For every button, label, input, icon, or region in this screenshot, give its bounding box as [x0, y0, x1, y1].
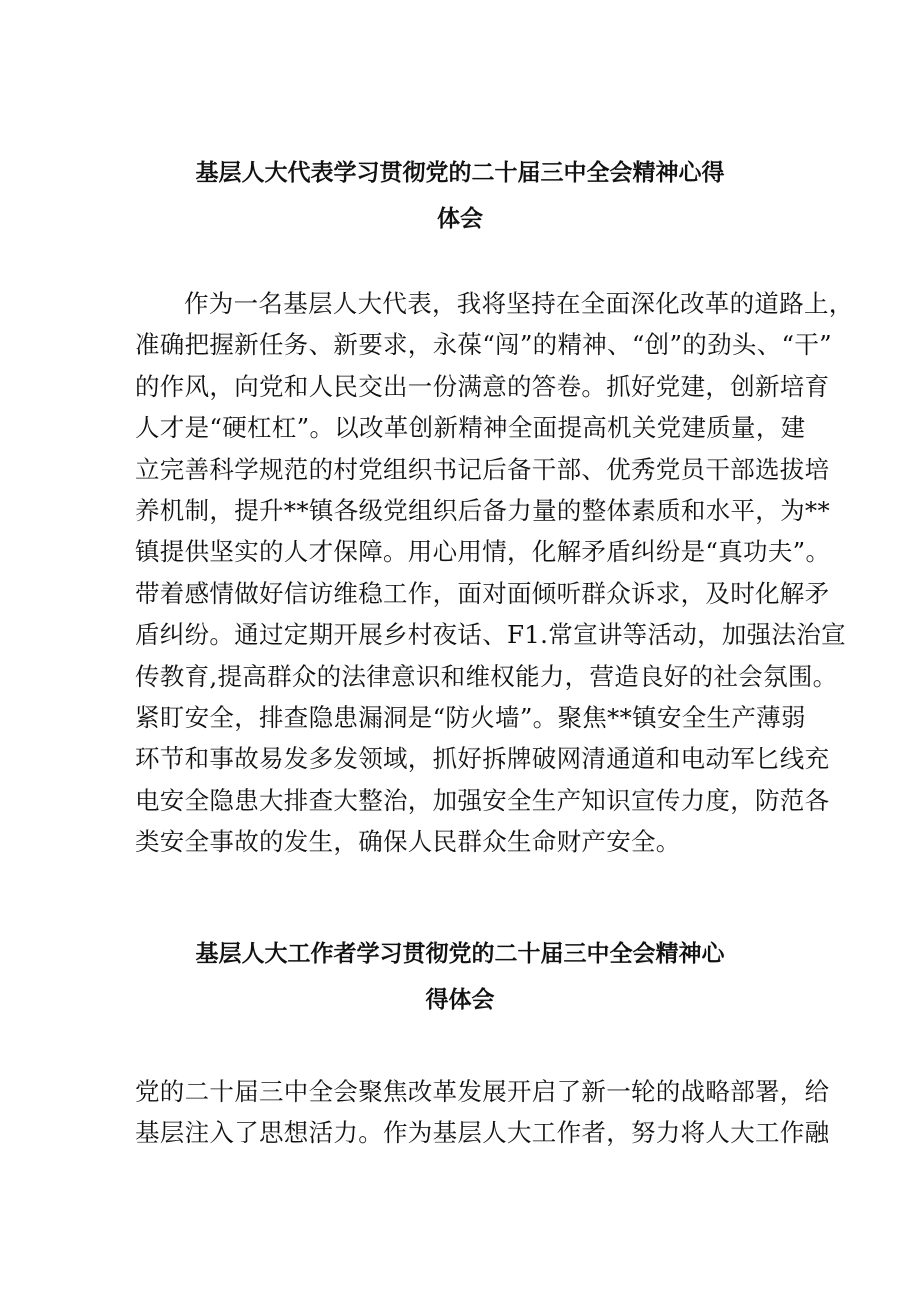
paragraph-line: 类安全事故的发生，确保人民群众生命财产安全。	[135, 827, 681, 857]
section-2-title	[0, 931, 920, 1023]
paragraph-line: 基层注入了思想活力。作为基层人大工作者，努力将人大工作融	[135, 1118, 830, 1148]
title-line: 体会	[437, 206, 483, 232]
paragraph-line: 电安全隐患大排查大整治，加强安全生产知识宣传力度，防范各	[135, 785, 830, 815]
paragraph-line: 紧盯安全，排查隐患漏洞是“防火墙”。聚焦**镇安全生产薄弱	[135, 703, 806, 733]
paragraph-line: 党的二十届三中全会聚焦改革发展开启了新一轮的战略部署，给	[135, 1077, 830, 1106]
paragraph-line: 传教育,提高群众的法律意识和维权能力，营造良好的社会氛围。	[135, 661, 838, 691]
title-line: 基层人大代表学习贯彻党的二十届三中全会精神心得	[195, 160, 725, 186]
section-1-title	[0, 150, 920, 242]
paragraph-line: 准确把握新任务、新要求，永葆“闯”的精神、“创”的劲头、“干”	[135, 330, 832, 360]
paragraph-line: 人才是“硬杠杠”。以改革创新精神全面提高机关党建质量，建	[135, 413, 806, 443]
paragraph-line: 环节和事故易发多发领域，抓好拆牌破网清通道和电动军匕线充	[135, 744, 830, 774]
title-line: 得体会	[425, 987, 495, 1013]
paragraph-line: 镇提供坚实的人才保障。用心用情，化解矛盾纠纷是“真功夫”。	[135, 537, 831, 567]
paragraph-line: 立完善科学规范的村党组织书记后备干部、优秀党员干部选拔培	[135, 454, 830, 484]
paragraph-line: 的作风，向党和人民交出一份满意的答卷。抓好党建，创新培育	[135, 371, 830, 401]
paragraph-line: 养机制，提升**镇各级党组织后备力量的整体素质和水平，为**	[135, 496, 830, 526]
paragraph-line: 作为一名基层人大代表，我将坚持在全面深化改革的道路上，	[184, 289, 854, 318]
section-1-paragraph	[135, 283, 854, 863]
section-2-paragraph	[135, 1071, 830, 1154]
title-line: 基层人大工作者学习贯彻党的二十届三中全会精神心	[195, 941, 725, 967]
paragraph-line: 带着感情做好信访维稳工作，面对面倾听群众诉求，及时化解矛	[135, 578, 830, 608]
paragraph-line: 盾纠纷。通过定期开展乡村夜话、F1.常宣讲等活动，加强法治宣	[135, 620, 846, 650]
